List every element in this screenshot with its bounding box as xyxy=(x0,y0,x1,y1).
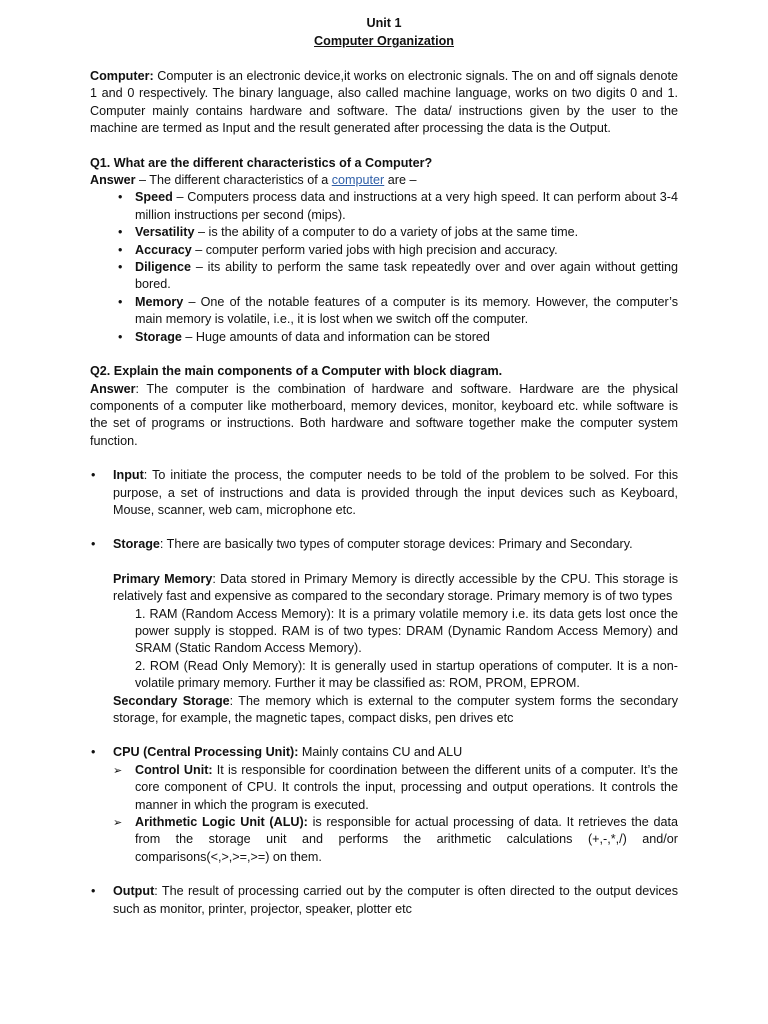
primary-memory xyxy=(113,571,678,606)
alu-item xyxy=(135,814,678,866)
q2-answer xyxy=(90,381,678,451)
cpu-text: Mainly contains CU and ALU xyxy=(298,745,463,760)
storage-term: Storage xyxy=(113,537,160,552)
characteristic-text: – One of the notable features of a computer is its memory. However, the computer’s main memory is volatile, i.e., it is lost when we switch off the computer. xyxy=(135,294,678,327)
characteristic-text: – Computers process data and instructions at a very high speed. It can perform about 3-4 million instructions per second (mips). xyxy=(135,190,678,222)
characteristic-term: Diligence xyxy=(135,260,191,275)
characteristic-term: Speed xyxy=(135,190,173,205)
input-text: : To initiate the process, the computer needs to be told of the problem to be solved. For this purpose, a set of instructions and data is provided through the input devices such as Keyboard, Mouse, scanner, web cam, microphone etc. xyxy=(113,468,678,517)
characteristic-text: – Huge amounts of data and information can be stored xyxy=(181,329,490,344)
component-input xyxy=(113,467,678,519)
component-output xyxy=(113,883,678,918)
q2-question xyxy=(90,363,678,380)
subject-title: Computer Organization xyxy=(314,34,454,48)
characteristics-list xyxy=(90,189,678,346)
secondary-text: : The memory which is external to the computer system forms the secondary storage, for example, the magnetic tapes, compact disks, pen drives etc xyxy=(113,693,678,725)
intro-paragraph xyxy=(90,68,678,138)
cu-term: Control Unit: xyxy=(135,762,213,777)
cpu-parts-list xyxy=(113,762,678,866)
components-list-cpu xyxy=(90,744,678,866)
characteristic-text: – is the ability of a computer to do a variety of jobs at the same time. xyxy=(194,225,579,240)
secondary-term: Secondary Storage xyxy=(113,693,230,708)
storage-details xyxy=(90,571,678,728)
list-item xyxy=(135,224,678,241)
alu-text: is responsible for actual processing of data. It retrieves the data from the storage unit and performs the arithmetic calculations (+,-,*,/) and/or comparisons(<,>,>=,>=) on them. xyxy=(135,815,678,864)
q1-answer-pre: – The different characteristics of a xyxy=(135,173,332,188)
ram-item: 1. RAM (Random Access Memory): It is a primary volatile memory i.e. its data gets lost once the power supply is stopped. RAM is of two types: DRAM (Dynamic Random Access Memory) and SRAM (Static Random Access Memory). xyxy=(135,606,678,656)
list-item xyxy=(135,294,678,329)
components-list xyxy=(90,467,678,519)
components-list-output xyxy=(90,883,678,918)
q1-question-text: Q1. What are the different characteristics of a Computer? xyxy=(90,155,433,170)
characteristic-text: – its ability to perform the same task repeatedly over and over again without getting bored. xyxy=(135,260,678,292)
q1-question xyxy=(90,155,678,172)
output-term: Output xyxy=(113,884,155,899)
list-item xyxy=(135,242,678,259)
q2-question-text: Q2. Explain the main components of a Computer with block diagram. xyxy=(90,364,503,379)
component-storage xyxy=(113,536,678,553)
characteristic-term: Accuracy xyxy=(135,242,192,257)
alu-term: Arithmetic Logic Unit (ALU): xyxy=(135,815,308,830)
input-term: Input xyxy=(113,468,144,483)
rom-item: 2. ROM (Read Only Memory): It is generally used in startup operations of computer. It is a non-volatile primary memory. Further it may be classified as: ROM, PROM, EPROM. xyxy=(135,658,678,691)
page-title xyxy=(90,32,678,50)
q2-answer-label: Answer xyxy=(90,381,136,396)
computer-link[interactable]: computer xyxy=(331,173,385,188)
components-list-storage xyxy=(90,536,678,553)
cu-text: It is responsible for coordination between the different units of a computer. It’s the core component of CPU. It controls the input, processing and output operations. It controls the manner in which the program is executed. xyxy=(135,762,678,812)
output-text: : The result of processing carried out by the computer is often directed to the output devices such as monitor, printer, projector, speaker, plotter etc xyxy=(113,884,678,916)
primary-text: : Data stored in Primary Memory is directly accessible by the CPU. This storage is relatively fast and expensive as compared to the secondary storage. Primary memory is of two types xyxy=(113,571,679,604)
list-item xyxy=(135,329,678,346)
control-unit-item xyxy=(135,762,678,814)
cpu-term: CPU (Central Processing Unit): xyxy=(113,745,299,760)
list-item xyxy=(135,259,678,294)
characteristic-text: – computer perform varied jobs with high precision and accuracy. xyxy=(191,242,558,257)
intro-term: Computer: xyxy=(90,69,154,83)
q2-answer-text: : The computer is the combination of hardware and software. Hardware are the physical components of a computer like motherboard, memory devices, monitor, keyboard etc. while software is the set of programs or instructions. Both hardware and software together make the computer system function. xyxy=(90,381,678,448)
list-item xyxy=(135,189,678,224)
characteristic-term: Versatility xyxy=(135,225,195,240)
intro-text: Computer is an electronic device,it works on electronic signals. The on and off signals denote 1 and 0 respectively. The binary language, also called machine language, works on two digits 0 and 1. Computer mainly contains hardware and software. The data/ instructions given by the user to the machine are termed as Input and the result generated after processing the data is the Output. xyxy=(90,69,678,136)
secondary-storage xyxy=(113,693,678,728)
characteristic-term: Memory xyxy=(135,294,184,309)
q1-answer xyxy=(90,172,678,189)
q1-answer-post: are – xyxy=(384,173,417,188)
component-cpu xyxy=(113,744,678,866)
unit-heading: Unit 1 xyxy=(366,16,402,30)
storage-text: : There are basically two types of computer storage devices: Primary and Secondary. xyxy=(159,537,633,552)
primary-term: Primary Memory xyxy=(113,571,213,586)
q1-answer-label: Answer xyxy=(90,173,136,188)
characteristic-term: Storage xyxy=(135,329,182,344)
